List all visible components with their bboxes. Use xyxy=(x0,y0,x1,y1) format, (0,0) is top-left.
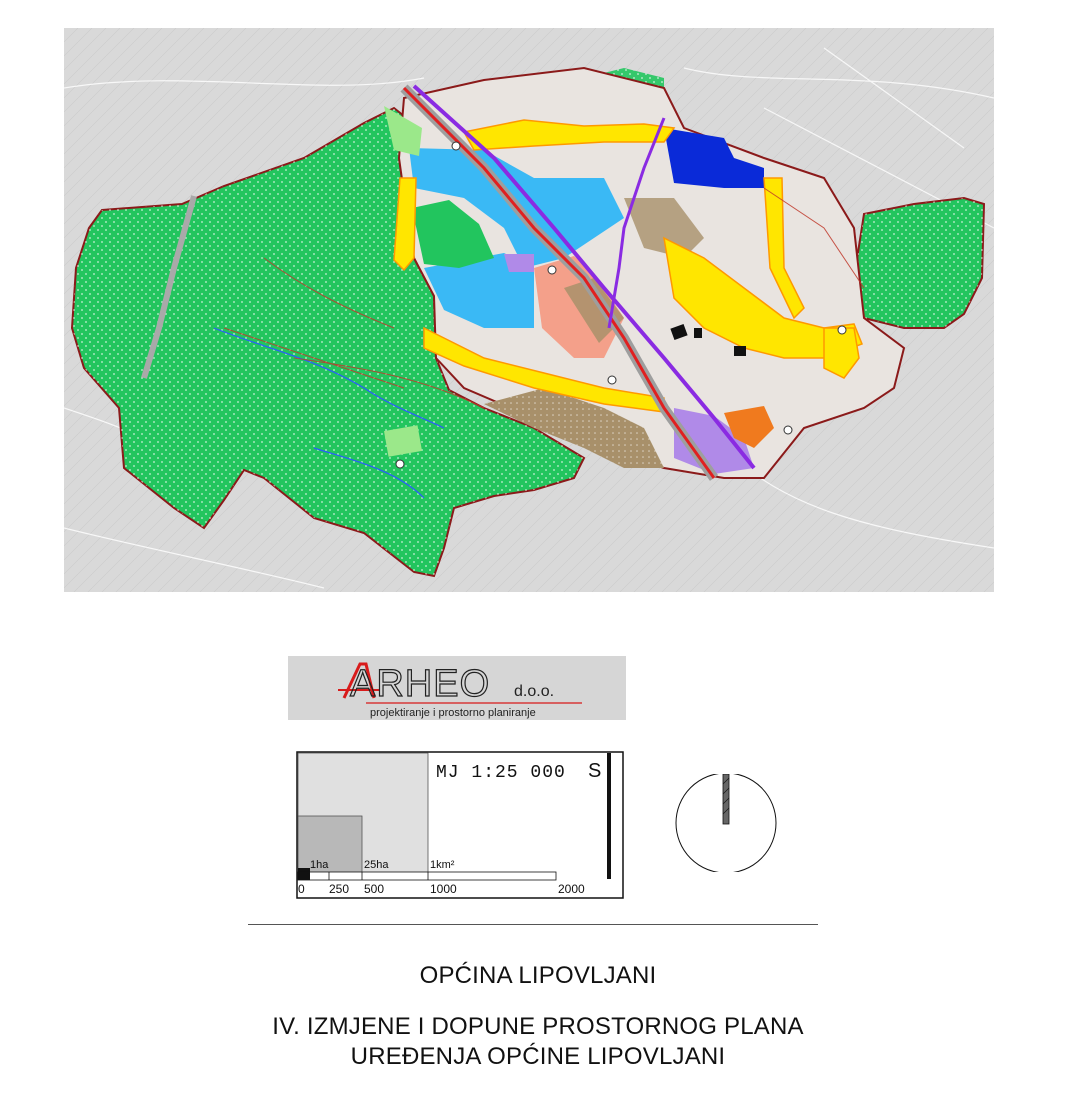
scale-ratio: MJ 1:25 000 xyxy=(436,763,566,783)
area-label-1ha: 1ha xyxy=(310,859,329,871)
distance-label-1000: 1000 xyxy=(430,882,457,896)
plan-title-line2: UREĐENJA OPĆINE LIPOVLJANI xyxy=(350,1043,726,1070)
title-divider xyxy=(248,924,818,925)
area-label-1km: 1km² xyxy=(430,859,455,871)
land-use-map xyxy=(64,28,994,592)
distance-label-250: 250 xyxy=(329,882,350,896)
plan-title-line1: IV. IZMJENE I DOPUNE PROSTORNOG PLANA xyxy=(272,1013,804,1040)
north-arrow xyxy=(674,774,778,872)
distance-label-0: 0 xyxy=(298,882,305,896)
area-label-25ha: 25ha xyxy=(364,859,389,871)
distance-label-500: 500 xyxy=(364,882,385,896)
municipality-title: OPĆINA LIPOVLJANI xyxy=(419,962,657,989)
logo-brand: ARHEO xyxy=(350,663,491,705)
north-letter: S xyxy=(588,760,602,782)
distance-label-2000: 2000 xyxy=(558,882,585,896)
logo-suffix: d.o.o. xyxy=(514,683,555,700)
distance-bar xyxy=(298,872,556,880)
scale-bar xyxy=(296,751,626,901)
company-logo xyxy=(288,656,626,720)
logo-tagline: projektiranje i prostorno planiranje xyxy=(370,707,536,719)
industry-zone-2 xyxy=(504,254,534,272)
